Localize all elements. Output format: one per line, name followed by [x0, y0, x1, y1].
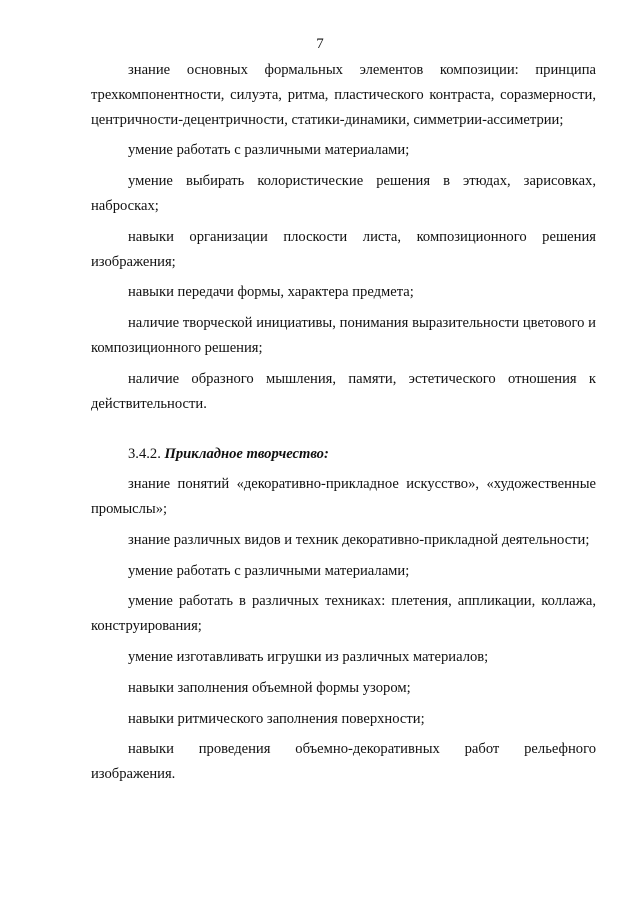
list-item: навыки ритмического заполнения поверхности;: [128, 710, 425, 727]
list-item: умение работать с различными материалами;: [128, 142, 410, 159]
section-applied-creativity-list: [91, 472, 596, 787]
section-title: Прикладное творчество:: [164, 446, 329, 463]
list-item: умение изготавливать игрушки из различных материалов;: [128, 648, 489, 665]
list-item: умение работать с различными материалами;: [128, 562, 410, 579]
list-item: навыки передачи формы, характера предмета;: [128, 284, 414, 301]
list-item: наличие творческой инициативы, понимания выразительности цветового и композиционного решения;: [91, 315, 596, 356]
list-item: умение выбирать колористические решения в этюдах, зарисовках, набросках;: [91, 173, 596, 214]
section-art-skills-list: [91, 58, 596, 416]
document-body: [91, 58, 596, 793]
section-heading: [91, 442, 596, 467]
list-item: навыки заполнения объемной формы узором;: [128, 679, 411, 696]
list-item: знание основных формальных элементов композиции: принципа трехкомпонентности, силуэта, ритма, пластического контраста, соразмерности, центричности-децентричности, статики-динамики, симметрии-ассиметрии;: [91, 62, 596, 128]
list-item: умение работать в различных техниках: плетения, аппликации, коллажа, конструирования;: [91, 593, 596, 635]
list-item: знание различных видов и техник декоративно-прикладной деятельности;: [128, 531, 590, 548]
list-item: навыки проведения объемно-декоративных работ рельефного изображения.: [91, 741, 596, 783]
list-item: наличие образного мышления, памяти, эстетического отношения к действительности.: [91, 370, 596, 412]
section-number: 3.4.2.: [128, 446, 161, 463]
list-item: знание понятий «декоративно-прикладное искусство», «художественные промыслы»;: [91, 476, 596, 517]
page-number: 7: [316, 36, 324, 52]
list-item: навыки организации плоскости листа, композиционного решения изображения;: [91, 228, 596, 270]
